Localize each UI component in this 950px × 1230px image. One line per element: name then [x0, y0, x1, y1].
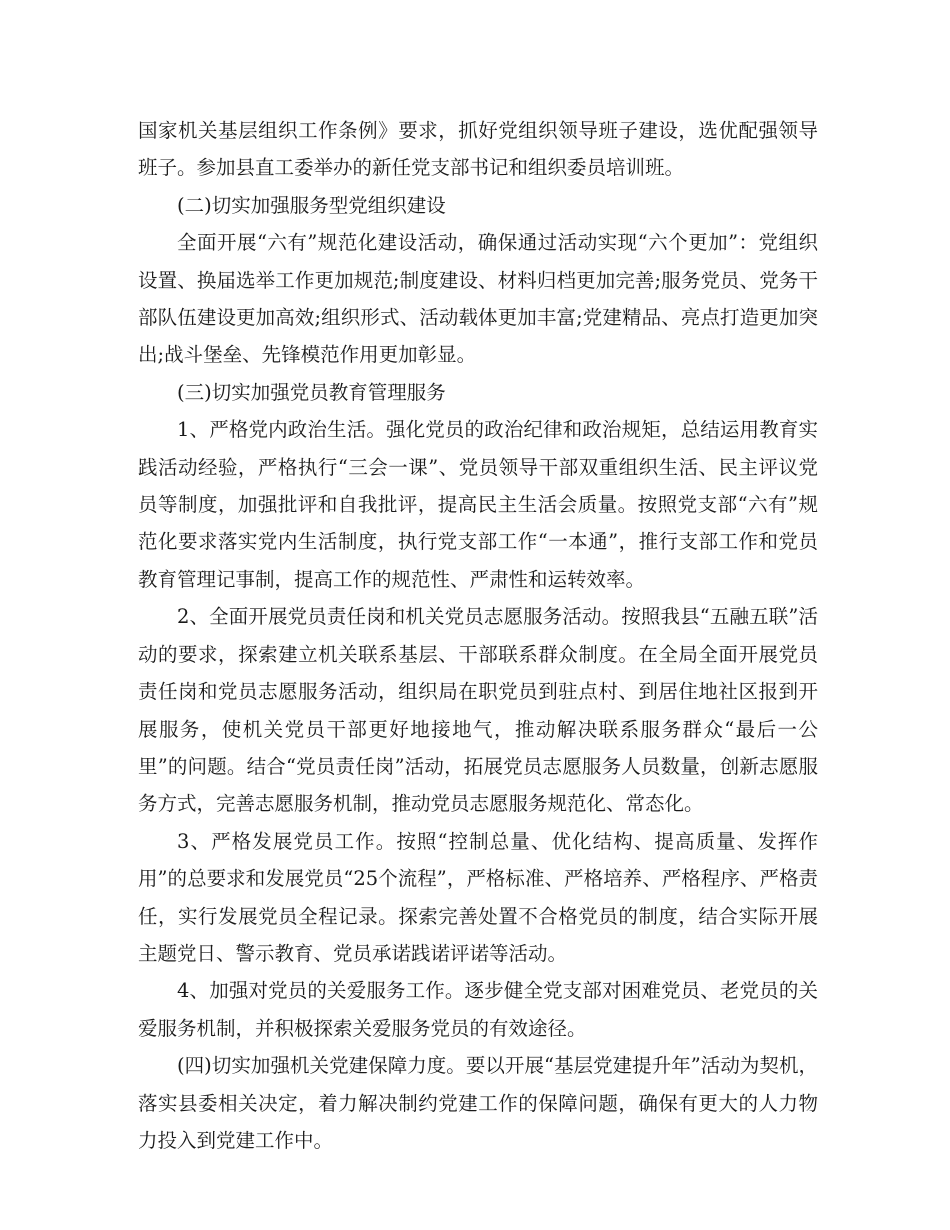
document-body: [138, 112, 818, 1159]
paragraph: 2、全面开展党员责任岗和机关党员志愿服务活动。按照我县“五融五联”活动的要求，探索建立机关联系基层、干部联系群众制度。在全局全面开展党员责任岗和党员志愿服务活动，组织局在职党员到驻点村、到居住地社区报到开展服务，使机关党员干部更好地接地气，推动解决联系服务群众“最后一公里”的问题。结合“党员责任岗”活动，拓展党员志愿服务人员数量，创新志愿服务方式，完善志愿服务机制，推动党员志愿服务规范化、常态化。: [138, 605, 818, 816]
paragraph-continuation: 国家机关基层组织工作条例》要求，抓好党组织领导班子建设，选优配强领导班子。参加县直工委举办的新任党支部书记和组织委员培训班。: [138, 119, 818, 180]
paragraph: 3、严格发展党员工作。按照“控制总量、优化结构、提高质量、发挥作用”的总要求和发展党员“25个流程”，严格标准、严格培养、严格程序、严格责任，实行发展党员全程记录。探索完善处置不合格党员的制度，结合实际开展主题党日、警示教育、党员承诺践诺评诺等活动。: [138, 829, 818, 965]
section-heading-2: (二)切实加强服务型党组织建设: [177, 193, 446, 217]
paragraph: 1、严格党内政治生活。强化党员的政治纪律和政治规矩，总结运用教育实践活动经验，严格执行“三会一课”、党员领导干部双重组织生活、民主评议党员等制度，加强批评和自我批评，提高民主生活会质量。按照党支部“六有”规范化要求落实党内生活制度，执行党支部工作“一本通”，推行支部工作和党员教育管理记事制，提高工作的规范性、严肃性和运转效率。: [138, 418, 818, 591]
section-heading-3: (三)切实加强党员教育管理服务: [177, 380, 446, 404]
paragraph: 4、加强对党员的关爱服务工作。逐步健全党支部对困难党员、老党员的关爱服务机制，并积极探索关爱服务党员的有效途径。: [138, 979, 818, 1040]
paragraph: 全面开展“六有”规范化建设活动，确保通过活动实现“六个更加”：党组织设置、换届选举工作更加规范;制度建设、材料归档更加完善;服务党员、党务干部队伍建设更加高效;组织形式、活动载体更加丰富;党建精品、亮点打造更加突出;战斗堡垒、先锋模范作用更加彰显。: [138, 231, 818, 367]
section-heading-4: (四)切实加强机关党建保障力度。要以开展“基层党建提升年”活动为契机，落实县委相关决定，着力解决制约党建工作的保障问题，确保有更大的人力物力投入到党建工作中。: [138, 1054, 818, 1152]
